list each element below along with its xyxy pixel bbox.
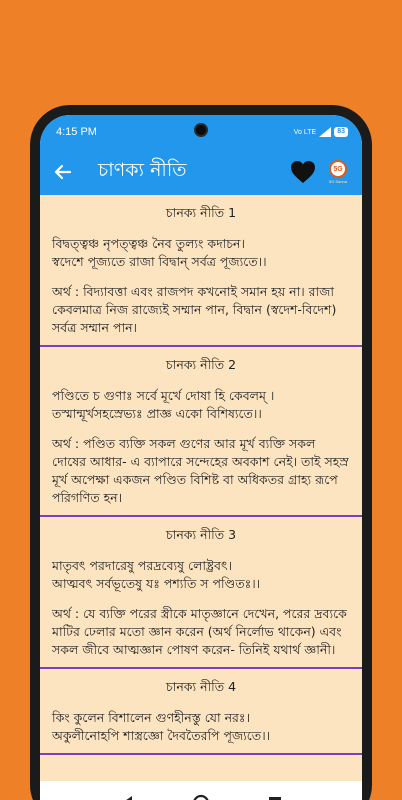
verse-title: চানক্য নীতি 3	[165, 527, 237, 542]
logo-subtext: 5G Sanna	[328, 179, 347, 184]
triangle-back-icon	[120, 795, 134, 800]
verse-card[interactable]	[40, 517, 362, 669]
nav-recents-button[interactable]	[263, 791, 287, 800]
volte-label: Vo LTE	[293, 128, 317, 136]
nav-back-button[interactable]	[115, 791, 139, 800]
verse-title: চানক্য নীতি 1	[165, 205, 237, 220]
status-time: 4:15 PM	[56, 126, 97, 138]
verse-card[interactable]	[40, 347, 362, 517]
front-camera	[194, 123, 208, 137]
arrow-left-icon	[54, 163, 72, 181]
status-icons	[294, 127, 348, 137]
battery-icon: 83	[334, 127, 348, 137]
verse-meaning: অর্থ : যে ব্যক্তি পরের স্ত্রীকে মাতৃজ্ঞানে দেখেন, পরের দ্রব্যকে মাটির ঢেলার মতো জ্ঞান করেন (অর্থ নির্লোভ থাকেন) এবং সকল জীবে আত্মজ্ঞান পোষণ করেন- তিনিই যথার্থ জ্ঞানী।	[52, 606, 347, 657]
favorite-button[interactable]	[288, 157, 318, 187]
verse-title: চানক্য নীতি 2	[165, 357, 237, 372]
verse-line: স্বদেশে পূজ্যতে রাজা বিদ্বান্ সর্বত্র পূজ্যতে।।	[52, 254, 267, 269]
screen	[40, 115, 362, 800]
square-recents-icon	[268, 796, 282, 800]
verse-line: মাতৃবৎ পরদারেষু পরদ্রব্যেষু লোষ্ট্রবৎ।	[52, 558, 233, 573]
page-title: চাণক্য নীতি	[98, 159, 187, 181]
system-nav-bar	[40, 781, 362, 800]
verse-meaning: অর্থ : পণ্ডিত ব্যক্তি সকল গুণের আর মূর্খ ব্যক্তি সকল দোষের আধার- এ ব্যাপারে সন্দেহের অবকাশ নেই। তাই সহস্র মূর্খ অপেক্ষা একজন পণ্ডিত বিশিষ্ট বা অধিকতর গ্রাহ্য রূপে পরিগণিত হন।	[52, 436, 349, 505]
circle-home-icon	[192, 794, 210, 800]
verse-line: পণ্ডিতে চ গুণাঃ সর্বে মূর্খে দোষা হি কেবলম্ ।	[52, 388, 275, 403]
verse-list[interactable]	[40, 195, 362, 781]
verse-line: অকুলীনোহপি শাস্ত্রজ্ঞো দৈবতৈরপি পূজ্যতে।।	[52, 728, 271, 743]
logo-badge: 5G	[329, 160, 347, 178]
verse-line: বিদ্বত্ত্বঞ্চ নৃপত্ত্বঞ্চ নৈব তুল্যং কদাচন।	[52, 236, 245, 251]
app-logo[interactable]	[322, 156, 354, 188]
back-button[interactable]	[52, 161, 74, 183]
verse-title: চানক্য নীতি 4	[165, 679, 237, 694]
app-bar	[40, 149, 362, 195]
verse-line: আত্মবৎ সর্বভূতেষু যঃ পশ্যতি স পণ্ডিতঃ।।	[52, 576, 261, 591]
heart-icon	[290, 160, 316, 184]
signal-icon	[319, 127, 331, 137]
verse-card[interactable]	[40, 669, 362, 755]
nav-home-button[interactable]	[189, 791, 213, 800]
verse-line: তস্মান্মূর্খসহস্রেভ্যঃ প্রাজ্ঞ একো বিশিষ্যতে।।	[52, 406, 262, 421]
status-bar	[40, 115, 362, 149]
phone-frame	[30, 105, 372, 800]
verse-card[interactable]	[40, 195, 362, 347]
verse-line: কিং কুলেন বিশালেন গুণহীনস্তু যো নরঃ।	[52, 710, 251, 725]
verse-meaning: অর্থ : বিদ্যাবত্তা এবং রাজপদ কখনোই সমান হয় না। রাজা কেবলমাত্র নিজ রাজ্যেই সম্মান পান, বিদ্বান (স্বদেশ-বিদেশ) সর্বত্র সম্মান পান।	[52, 284, 337, 335]
